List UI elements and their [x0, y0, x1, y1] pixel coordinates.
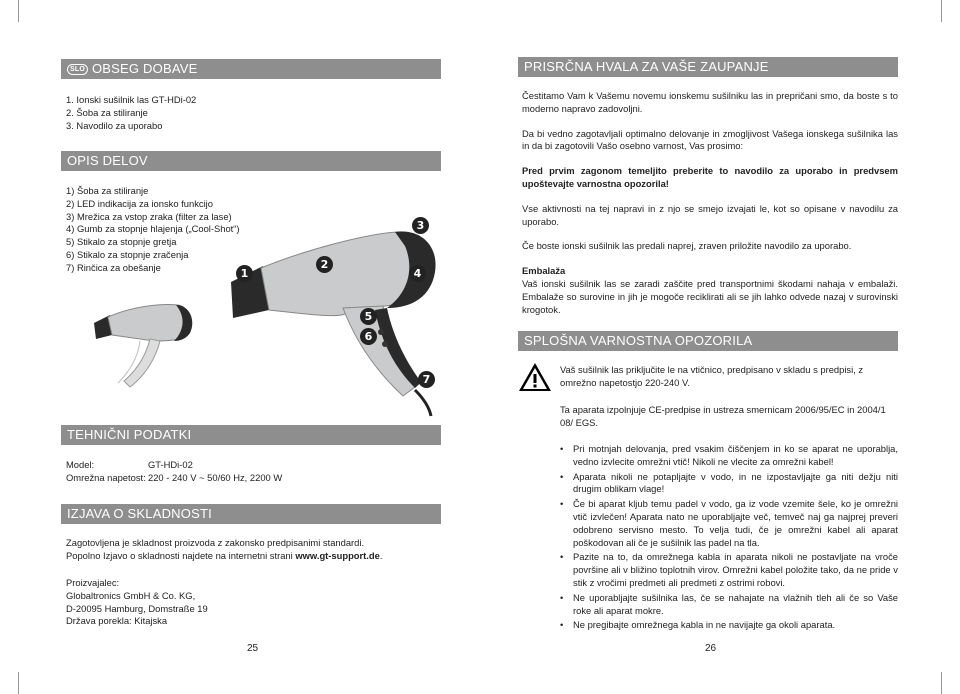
parts-title: OPIS DELOV	[67, 153, 148, 168]
thanks-header	[518, 57, 898, 77]
callout-7: 7	[418, 371, 435, 388]
list-item: 5) Stikalo za stopnje gretja	[66, 236, 177, 248]
list-item: 2) LED indikacija za ionsko funkcijo	[66, 197, 213, 209]
tech-model-row	[66, 459, 193, 472]
safety-bullet-list	[560, 443, 898, 632]
support-link[interactable]: www.gt-support.de	[295, 549, 380, 561]
crop-mark	[941, 672, 942, 694]
list-item: 1) Šoba za stiliranje	[66, 185, 149, 196]
crop-mark	[18, 0, 19, 22]
scope-title: OBSEG DOBAVE	[92, 61, 198, 76]
scope-list	[66, 94, 196, 132]
thanks-paragraph: Čestitamo Vam k Vašemu novemu ionskemu sušilniku las in prepričani smo, da boste s to moderno napravo zadovoljni.	[522, 90, 898, 114]
thanks-text	[522, 90, 898, 316]
callout-2: 2	[316, 256, 333, 273]
scope-header	[61, 59, 441, 79]
voltage-label: Omrežna napetost:	[66, 472, 146, 483]
callout-1: 1	[236, 265, 253, 282]
read-first-warning: Pred prvim zagonom temeljito preberite to navodilo za uporabo in predvsem upoštevajte varnostna opozorila!	[522, 165, 898, 189]
crop-mark	[941, 0, 942, 22]
language-badge: SLO	[67, 64, 88, 75]
callout-4: 4	[409, 265, 426, 282]
manufacturer-name: Globaltronics GmbH & Co. KG,	[66, 589, 196, 601]
thanks-paragraph: Če boste ionski sušilnik las predali naprej, zraven priložite navodilo za uporabo.	[522, 240, 852, 252]
conformity-title: IZJAVA O SKLADNOSTI	[67, 506, 212, 521]
model-label: Model:	[66, 459, 95, 470]
page-number-left: 25	[247, 643, 259, 654]
conformity-text	[66, 537, 436, 563]
hair-dryer-thumbnail	[90, 295, 200, 395]
tech-voltage-row	[66, 472, 282, 485]
thanks-paragraph: Vse aktivnosti na tej napravi in z njo se smejo izvajati le, kot so opisane v navodilu za uporabo.	[522, 202, 898, 227]
callout-6: 6	[360, 328, 377, 345]
manufacturer-block	[66, 577, 208, 628]
list-item: 6) Stikalo za stopnje zračenja	[66, 248, 189, 260]
hair-dryer-illustration	[225, 210, 450, 420]
list-item: 3) Mrežica za vstop zraka (filter za lase)	[66, 210, 232, 222]
list-item: 2. Šoba za stiliranje	[66, 106, 148, 118]
warning-icon	[518, 362, 552, 392]
list-item: • Če bi aparat kljub temu padel v vodo, ga iz vode vzemite šele, ko je omrežni vtič izvlečen! Aparata nato ne uporabljajte več, temveč naj ga najprej preveri odobreno servisno mesto. To velja tudi, če je omrežni kabel ali aparat poškodovan ali če je sušilnik las padel na tla.	[560, 498, 898, 549]
parts-header	[61, 151, 441, 171]
list-item: 1. Ionski sušilnik las GT-HDi-02	[66, 94, 197, 105]
list-item: • Ne pregibajte omrežnega kabla in ne navijajte ga okoli aparata.	[560, 619, 898, 632]
list-item: 4) Gumb za stopnje hlajenja („Cool-Shot“)	[66, 223, 240, 235]
manufacturer-label: Proizvajalec:	[66, 577, 120, 588]
list-item: 3. Navodilo za uporabo	[66, 119, 163, 131]
packaging-title: Embalaža	[522, 265, 566, 277]
safety-intro: Vaš sušilnik las priključite le na vtičnico, predpisano v skladu s predpisi, z omrežno napetostjo 220-240 V.	[560, 364, 864, 388]
voltage-value: 220 - 240 V ~ 50/60 Hz, 2200 W	[148, 472, 283, 483]
page-number-right: 26	[705, 643, 717, 654]
callout-5: 5	[360, 308, 377, 325]
country-of-origin: Država porekla: Kitajska	[66, 615, 168, 627]
tech-header	[61, 425, 441, 445]
list-item: • Pri motnjah delovanja, pred vsakim čiščenjem in ko se aparat ne uporablja, vedno izvlecite omrežni vtič! Nikoli ne vlecite za omrežni kabel!	[560, 443, 898, 469]
list-item: • Aparata nikoli ne potapljajte v vodo, in ne izpostavljajte ga niti dežju niti drugim oblikam vlage!	[560, 471, 898, 497]
tech-title: TEHNIČNI PODATKI	[67, 427, 192, 442]
parts-list	[66, 185, 240, 275]
callout-3: 3	[412, 217, 429, 234]
conformity-line-1: Zagotovljena je skladnost proizvoda z zakonsko predpisanimi standardi.	[66, 537, 365, 548]
ce-directive: Ta aparata izpolnjuje CE-predpise in ustreza smernicam 2006/95/EC in 2004/1 08/ EGS.	[560, 404, 886, 428]
list-item: • Pazite na to, da omrežnega kabla in aparata nikoli ne postavljate na vroče površine ali v bližino toplotnih virov. Omrežni kabel položite tako, da ne pride v stik z vročimi predmeti ali predmeti z ostrimi robovi.	[560, 551, 898, 589]
manufacturer-address: D-20095 Hamburg, Domstraße 19	[66, 602, 208, 614]
packaging-text: Vaš ionski sušilnik las se zaradi zaščite pred transportnimi škodami nahaja v embalaži. Embalaže so surovine in jih je mogoče reciklirati ali se jih lahko odvede nazaj v surovinski krogotok.	[522, 277, 898, 315]
conformity-line-2: Popolno Izjavo o skladnosti najdete na internetni strani www.gt-support.de.	[66, 549, 383, 561]
safety-title: SPLOŠNA VARNOSTNA OPOZORILA	[524, 333, 753, 348]
list-item: • Ne uporabljajte sušilnika las, če se nahajate na vlažnih tleh ali če so Vaše roke ali aparat mokre.	[560, 592, 898, 618]
model-value: GT-HDi-02	[148, 459, 193, 470]
crop-mark	[18, 672, 19, 694]
list-item: 7) Rinčica za obešanje	[66, 261, 161, 273]
conformity-header	[61, 504, 441, 524]
thanks-title: PRISRČNA HVALA ZA VAŠE ZAUPANJE	[524, 59, 769, 74]
safety-header	[518, 331, 898, 351]
thanks-paragraph: Da bi vedno zagotavljali optimalno delovanje in zmogljivost Vašega ionskega sušilnika las in da bi zagotovili Vašo osebno varnost, Vas prosimo:	[522, 127, 898, 152]
